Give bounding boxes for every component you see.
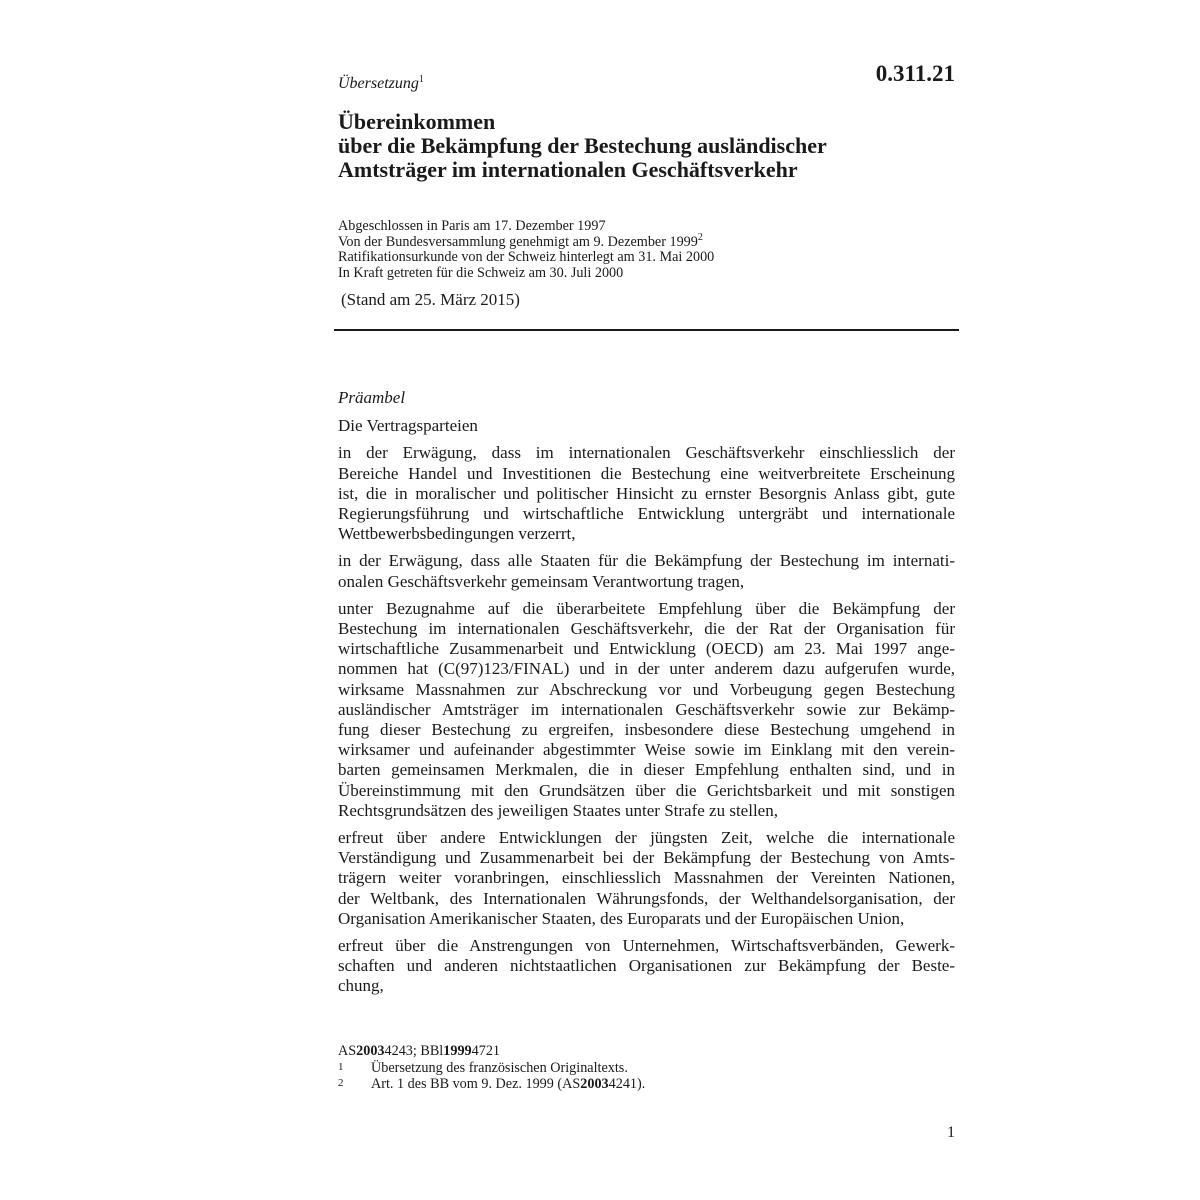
paragraph-line: fung dieser Bestechung zu ergreifen, insbesondere diese Bestechung umgehend in (338, 720, 955, 740)
page-number: 1 (947, 1124, 955, 1141)
paragraph-line: erfreut über die Anstrengungen von Unternehmen, Wirtschaftsverbänden, Gewerk- (338, 936, 955, 956)
paragraph-line: Wettbewerbsbedingungen verzerrt, (338, 524, 576, 544)
in-force-date: In Kraft getreten für die Schweiz am 30. Juli 2000 (338, 264, 624, 281)
paragraph-line: onalen Geschäftsverkehr gemeinsam Verantwortung tragen, (338, 571, 745, 591)
footnote-text-after: 4241). (608, 1076, 646, 1092)
sr-number: 0.311.21 (875, 61, 955, 86)
paragraph-line: Verständigung und Zusammenarbeit bei der Bekämpfung der Bestechung von Amts- (338, 848, 955, 868)
status-date: (Stand am 25. März 2015) (341, 290, 520, 309)
source-as-page: 4243; BBl (384, 1043, 444, 1059)
paragraph-line: nommen hat (C(97)123/FINAL) und in der unter anderem dazu aufgerufen wurde, (338, 659, 955, 679)
paragraph-line: barten gemeinsamen Merkmalen, die in dieser Empfehlung enthalten sind, und in (338, 760, 955, 780)
footnote-number: 1 (338, 1060, 344, 1073)
paragraph-line: chung, (338, 976, 384, 996)
translation-label-text: Übersetzung (338, 75, 419, 92)
footnotes-section (338, 1043, 955, 1093)
footnote-2 (338, 1076, 955, 1093)
title-line: Übereinkommen (338, 109, 496, 134)
footnote-text: Art. 1 des BB vom 9. Dez. 1999 (AS (371, 1076, 581, 1092)
title-line: Amtsträger im internationalen Geschäftsverkehr (338, 157, 798, 182)
approval-date (338, 231, 958, 251)
preamble-paragraph (338, 936, 955, 997)
preamble-paragraph (338, 551, 955, 591)
paragraph-line: wirksame Massnahmen zur Abschreckung vor und Vorbeugung gegen Bestechung (338, 679, 955, 699)
paragraph-line: wirtschaftliche Zusammenarbeit und Entwicklung (OECD) am 23. Mai 1997 ange- (338, 639, 955, 659)
paragraph-line: ist, die in moralischer und politischer Hinsicht zu ernster Besorgnis Anlass gibt, gute (338, 483, 955, 503)
paragraph-line: ausländischer Amtsträger im internationalen Geschäftsverkehr sowie zur Bekämp- (338, 699, 955, 719)
preamble-paragraph (338, 599, 955, 821)
paragraph-line: unter Bezugnahme auf die überarbeitete Empfehlung über die Bekämpfung der (338, 598, 955, 618)
paragraph-line: schaften und anderen nichtstaatlichen Organisationen zur Bekämpfung der Beste- (338, 956, 955, 976)
paragraph-line: wirksamer und aufeinander abgestimmter Weise sowie im Einklang mit den verein- (338, 740, 955, 760)
footnote-bold-year: 2003 (580, 1076, 609, 1092)
paragraph-line: in der Erwägung, dass alle Staaten für die Bekämpfung der Bestechung im internati- (338, 551, 955, 571)
header-divider (334, 329, 959, 331)
preamble-heading: Präambel (338, 388, 406, 407)
translation-label (338, 74, 424, 94)
preamble-paragraphs (338, 443, 955, 996)
paragraph-line: Bereiche Handel und Investitionen die Bestechung eine weitverbreitete Erscheinung (338, 463, 955, 483)
preamble-intro: Die Vertragsparteien (338, 416, 478, 436)
source-as-year: 2003 (356, 1043, 385, 1059)
paragraph-line: in der Erwägung, dass im internationalen Geschäftsverkehr einschliesslich der (338, 443, 955, 463)
paragraph-line: Regierungsführung und wirtschaftliche Entwicklung untergräbt und internationale (338, 504, 955, 524)
paragraph-line: Organisation Amerikanischer Staaten, des Europarats und der Europäischen Union, (338, 908, 905, 928)
ratification-date: Ratifikationsurkunde von der Schweiz hinterlegt am 31. Mai 2000 (338, 249, 715, 265)
paragraph-line: erfreut über andere Entwicklungen der jüngsten Zeit, welche die internationale (338, 828, 955, 848)
concluded-date: Abgeschlossen in Paris am 17. Dezember 1997 (338, 218, 606, 234)
preamble-section (338, 388, 955, 1004)
paragraph-line: der Weltbank, des Internationalen Währungsfonds, der Welthandelsorganisation, der (338, 888, 955, 908)
source-bbl-page: 4721 (471, 1043, 500, 1059)
preamble-paragraph (338, 828, 955, 929)
approval-date-text: Von der Bundesversammlung genehmigt am 9. Dezember 1999 (338, 233, 698, 250)
footnote-text: Übersetzung des französischen Originaltexts. (371, 1059, 628, 1076)
source-reference (338, 1043, 955, 1060)
title-line: über die Bekämpfung der Bestechung ausländischer (338, 133, 827, 158)
footnote-1 (338, 1060, 955, 1077)
source-as-prefix: AS (338, 1043, 357, 1059)
footnote-number: 2 (338, 1077, 344, 1089)
paragraph-line: Bestechung im internationalen Geschäftsverkehr, die der Rat der Organisation für (338, 619, 955, 639)
document-title (338, 110, 958, 182)
paragraph-line: Übereinstimmung mit den Grundsätzen über die Gerichtsbarkeit und mit sonstigen (338, 780, 955, 800)
document-metadata (338, 219, 958, 281)
paragraph-line: trägern weiter voranbringen, einschliesslich Massnahmen der Vereinten Nationen, (338, 868, 955, 888)
footnote-ref-1[interactable]: 1 (418, 74, 424, 85)
footnote-ref-2[interactable]: 2 (697, 231, 703, 243)
preamble-paragraph (338, 443, 955, 544)
paragraph-line: Rechtsgrundsätzen des jeweiligen Staates unter Strafe zu stellen, (338, 800, 778, 820)
source-bbl-year: 1999 (443, 1043, 472, 1059)
